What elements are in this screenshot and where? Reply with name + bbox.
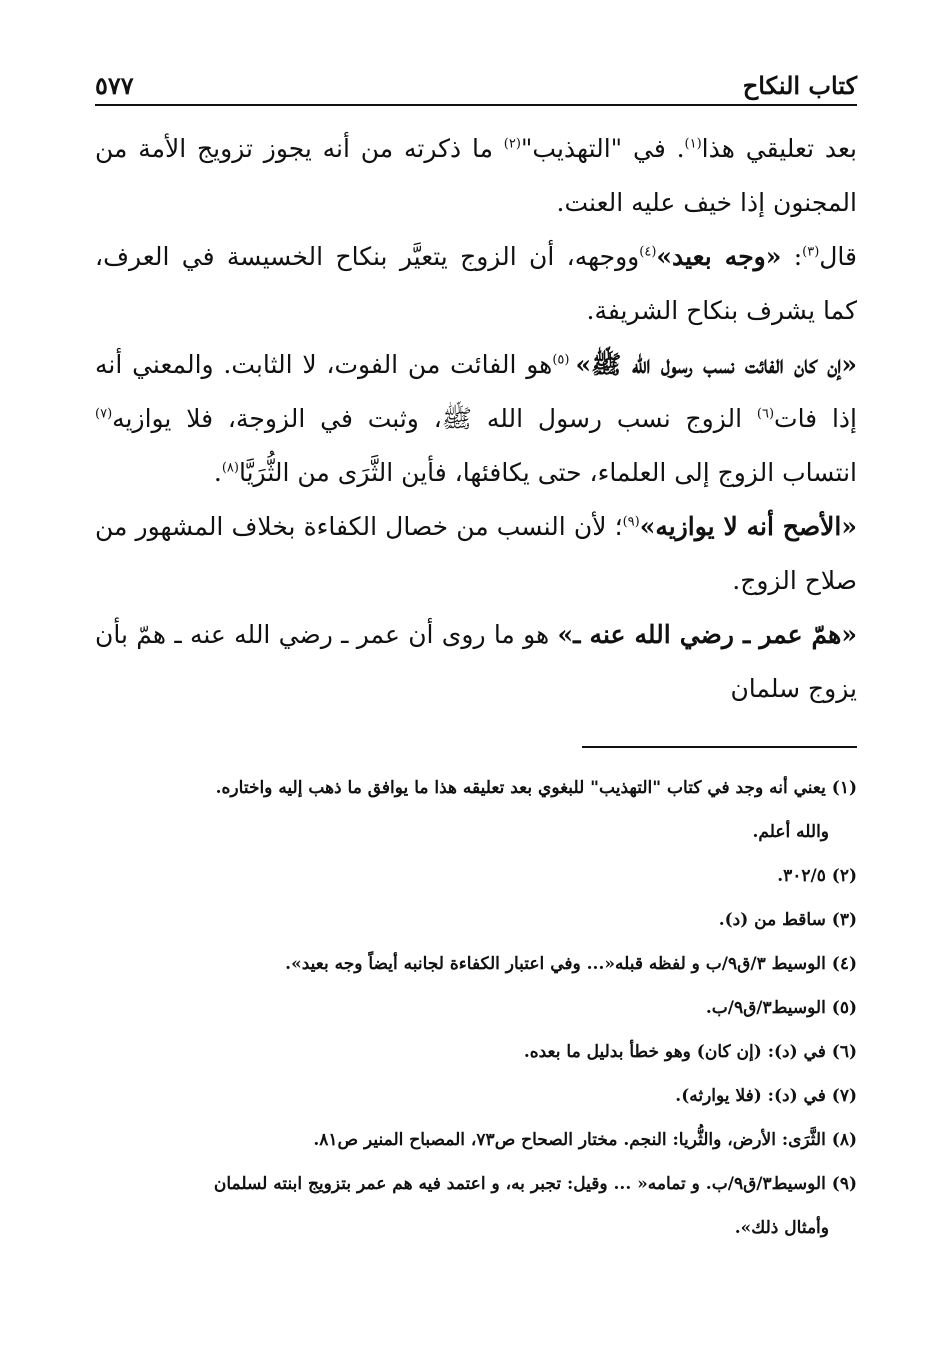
text-run: . [213,458,222,487]
footnote [88,986,857,1030]
footnote-ref: (٥) [552,352,576,368]
footnote-number: (٦) [831,1042,857,1062]
footnote-separator [582,746,857,748]
footnote-number: (١) [831,778,857,798]
footnote-text: ساقط من (د). [718,910,826,930]
text-run: هو ما روى أن عمر ـ رضي الله عنه ـ همّ بأن يزوج سلمان [95,620,857,703]
footnote-text: الوسيط ٣/ق٩/ب و لفظه قبله«... وفي اعتبار الكفاءة لجانبه أيضاً وجه بعيد». [285,954,826,974]
footnote-ref: (٦) [756,406,775,422]
footnote-number: (٣) [831,910,857,930]
text-run: ما ذكرته من أنه يجوز تزويج الأمة من المجنون إذا خيف عليه العنت. [95,134,857,217]
text-run: : [781,242,803,271]
text-run: هو الفائت من الفوت، لا الثابت. والمعني أنه إذا فات [95,350,857,433]
text-run: انتساب الزوج إلى العلماء، حتى يكافئها، فأين الثَّرَى من الثُّرَيَّا [238,458,857,487]
footnote-ref: (١) [684,136,702,152]
footnote-number: (٥) [831,998,857,1018]
footnote-text: ٣٠٢/٥. [777,866,826,886]
text-run: قال [819,242,857,271]
footnote-number: (٩) [831,1174,857,1194]
quoted-phrase: «إن كان الفائت نسب رسول الله ﷺ» [575,350,857,379]
text-run: الزوج نسب رسول الله ﷺ، وثبت في الزوجة، فلا يوازيه [112,404,757,433]
paragraph [95,230,857,338]
footnote-text: في (د): (فلا يوارثه). [675,1086,826,1106]
paragraph [95,500,857,608]
footnote-text: والله أعلم. [752,822,829,842]
footnote [88,766,857,854]
footnote-ref: (٤) [639,244,657,260]
footnote-number: (٢) [831,866,857,886]
footnote [88,1118,857,1162]
footnote-text: الوسيط٣/ق٩/ب. [705,998,826,1018]
footnote-text: الوسيط٣/ق٩/ب. و تمامه« ... وقيل: تجبر به، و اعتمد فيه هم عمر بتزويج ابنته لسلمان [213,1174,826,1194]
footnote-ref: (٧) [95,406,113,422]
footnote [88,898,857,942]
footnote-text: في (د): (إن كان) وهو خطأ بدليل ما بعده. [523,1042,826,1062]
paragraph [95,608,857,716]
page-header [95,60,857,106]
footnote-ref: (٨) [221,460,239,476]
paragraph [95,122,857,230]
footnote [88,942,857,986]
paragraph [95,338,857,500]
quoted-phrase: «همّ عمر ـ رضي الله عنه ـ» [557,620,857,649]
footnote [88,1162,857,1250]
quoted-phrase: «الأصح أنه لا يوازيه» [639,512,857,541]
text-run: بعد تعليقي هذا [701,134,857,163]
footnote-ref: (٢) [503,136,521,152]
footnote-ref: (٣) [802,244,820,260]
footnote [88,1074,857,1118]
footnote-number: (٨) [831,1130,857,1150]
footnotes [88,766,857,1250]
footnote-text: وأمثال ذلك». [734,1218,829,1238]
footnote [88,1030,857,1074]
book-title: كتاب النكاح [742,71,857,100]
footnote-number: (٧) [831,1086,857,1106]
page-number: ٥٧٧ [95,71,134,100]
footnote-text: الثَّرَى: الأرض، والثُّريا: النجم. مختار الصحاح ص٧٣، المصباح المنير ص٨١. [313,1130,826,1150]
quoted-phrase: «وجه بعيد» [656,242,782,271]
footnote-text: يعني أنه وجد في كتاب "التهذيب" للبغوي بعد تعليقه هذا ما يوافق ما ذهب إليه واختاره. [215,778,826,798]
footnote [88,854,857,898]
footnote-ref: (٩) [622,514,640,530]
text-run: . في "التهذيب" [520,134,685,163]
main-text [95,122,857,716]
text-run: ووجهه، أن الزوج يتعيَّر بنكاح الخسيسة في العرف، كما يشرف بنكاح الشريفة. [95,242,857,325]
footnote-number: (٤) [831,954,857,974]
text-run: ؛ لأن النسب من خصال الكفاءة بخلاف المشهور من صلاح الزوج. [95,512,857,595]
